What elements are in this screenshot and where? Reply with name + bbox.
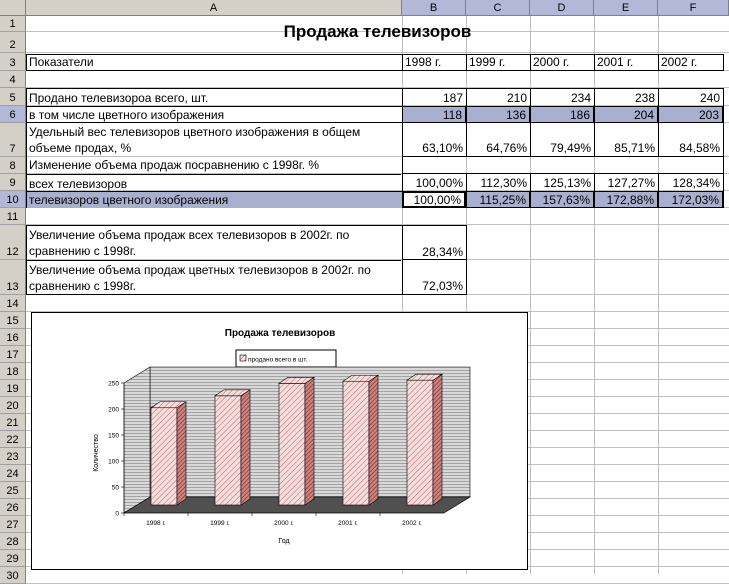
- cell-c6[interactable]: 136: [466, 106, 530, 123]
- cell-b10-active[interactable]: 100,00%: [402, 191, 466, 208]
- header-year-2002[interactable]: 2002 г.: [658, 54, 724, 71]
- row-header-1[interactable]: 1: [0, 16, 26, 32]
- row-header-20[interactable]: 20: [0, 397, 26, 414]
- row-header-27[interactable]: 27: [0, 516, 26, 533]
- bar-front: [343, 381, 369, 505]
- cell-e10[interactable]: 172,88%: [594, 191, 658, 208]
- cell-c9[interactable]: 112,30%: [466, 174, 530, 191]
- column-header-c[interactable]: C: [466, 0, 530, 16]
- bar-front: [215, 396, 241, 505]
- row-header-8[interactable]: 8: [0, 157, 26, 174]
- row-header-10[interactable]: 10: [0, 191, 26, 208]
- chart-side-wall: [124, 367, 150, 513]
- row-header-3[interactable]: 3: [0, 53, 26, 71]
- y-axis-label: Количество: [93, 434, 100, 472]
- cell-f5[interactable]: 240: [658, 89, 723, 106]
- cell-f9[interactable]: 128,34%: [658, 174, 723, 191]
- embedded-chart[interactable]: [31, 312, 528, 570]
- chart-svg: [32, 313, 527, 569]
- cell-d7[interactable]: 79,49%: [530, 123, 594, 157]
- x-tick-label: 2000 г.: [274, 520, 294, 527]
- bar-side: [433, 374, 442, 505]
- row-header-18[interactable]: 18: [0, 363, 26, 380]
- cell-b13[interactable]: 72,03%: [402, 260, 466, 294]
- y-tick-label: 0: [115, 510, 119, 518]
- bar-front: [151, 408, 177, 505]
- bar-side: [305, 377, 314, 505]
- row-header-7[interactable]: 7: [0, 123, 26, 157]
- row-header-29[interactable]: 29: [0, 550, 26, 567]
- row-header-24[interactable]: 24: [0, 465, 26, 482]
- cell-b5[interactable]: 187: [402, 89, 466, 106]
- column-header-d[interactable]: D: [530, 0, 594, 16]
- row8-empty-cells[interactable]: [402, 157, 724, 174]
- legend-swatch: [240, 355, 246, 361]
- bar-side: [177, 402, 186, 505]
- row-header-22[interactable]: 22: [0, 431, 26, 448]
- cell-f10[interactable]: 172,03%: [658, 191, 723, 208]
- y-tick-label: 50: [111, 484, 119, 492]
- row-header-14[interactable]: 14: [0, 295, 26, 312]
- header-year-1999[interactable]: 1999 г.: [466, 54, 531, 71]
- cell-e6[interactable]: 204: [594, 106, 658, 123]
- row-header-23[interactable]: 23: [0, 448, 26, 465]
- y-tick-label: 150: [108, 432, 119, 440]
- summary-label-all[interactable]: Увеличение объема продаж всех телевизоров в 2002г. по сравнению с 1998г.: [29, 228, 350, 258]
- cell-d6[interactable]: 186: [530, 106, 594, 123]
- row-label-sold-total[interactable]: Продано телевизороа всего, шт.: [29, 91, 209, 105]
- row-label-all-tv[interactable]: всех телевизоров: [27, 174, 401, 191]
- column-header-f[interactable]: F: [658, 0, 729, 16]
- chart-legend[interactable]: [236, 350, 336, 367]
- header-indicators[interactable]: Показатели: [26, 54, 403, 71]
- cell-e9[interactable]: 127,27%: [594, 174, 658, 191]
- x-tick-label: 2001 г.: [338, 520, 358, 527]
- column-header-e[interactable]: E: [594, 0, 658, 16]
- row-header-9[interactable]: 9: [0, 174, 26, 191]
- y-tick-label: 200: [108, 406, 119, 414]
- cell-d5[interactable]: 234: [530, 89, 594, 106]
- column-header-b[interactable]: B: [402, 0, 466, 16]
- chart-title: Продажа телевизоров: [224, 328, 336, 339]
- x-axis-label: Год: [278, 538, 290, 545]
- header-year-2000[interactable]: 2000 г.: [530, 54, 595, 71]
- row-header-17[interactable]: 17: [0, 346, 26, 363]
- row-header-11[interactable]: 11: [0, 208, 26, 225]
- row-header-2[interactable]: 2: [0, 32, 26, 53]
- header-year-2001[interactable]: 2001 г.: [594, 54, 659, 71]
- x-tick-label: 1998 г.: [146, 520, 166, 527]
- row-label-color-tv[interactable]: телевизоров цветного изображения: [27, 191, 402, 208]
- bar-front: [407, 380, 433, 505]
- summary-label-color[interactable]: Увеличение объема продаж цветных телевизоров в 2002г. по сравнению с 1998г.: [27, 260, 401, 294]
- cell-e7[interactable]: 85,71%: [594, 123, 658, 157]
- row-header-26[interactable]: 26: [0, 499, 26, 516]
- row-label-color-share[interactable]: Удельный вес телевизоров цветного изображения в общем объеме продах, %: [29, 125, 361, 155]
- row-header-15[interactable]: 15: [0, 312, 26, 329]
- sheet-title[interactable]: Продажа телевизоров: [283, 22, 472, 41]
- cell-f6[interactable]: 203: [658, 106, 723, 123]
- bar-side: [241, 390, 250, 505]
- row-header-19[interactable]: 19: [0, 380, 26, 397]
- cell-d9[interactable]: 125,13%: [530, 174, 594, 191]
- row-header-28[interactable]: 28: [0, 533, 26, 550]
- row-header-16[interactable]: 16: [0, 329, 26, 346]
- x-tick-label: 2002 г.: [402, 520, 422, 527]
- row-header-13[interactable]: 13: [0, 260, 26, 295]
- cell-d10[interactable]: 157,63%: [530, 191, 594, 208]
- cell-b12[interactable]: 28,34%: [402, 226, 466, 260]
- bar-front: [279, 383, 305, 505]
- select-all-corner[interactable]: [0, 0, 26, 16]
- row-header-4[interactable]: 4: [0, 71, 26, 88]
- row-header-12[interactable]: 12: [0, 225, 26, 260]
- y-tick-label: 100: [108, 458, 119, 466]
- row-label-change-header[interactable]: Изменение объема продаж посравнению с 1998г. %: [29, 158, 320, 172]
- row-header-30[interactable]: 30: [0, 567, 26, 584]
- row-header-6[interactable]: 6: [0, 106, 26, 123]
- bar-side: [369, 375, 378, 505]
- cell-b6[interactable]: 118: [402, 106, 466, 123]
- cell-f7[interactable]: 84,58%: [658, 123, 723, 157]
- cell-c7[interactable]: 64,76%: [466, 123, 530, 157]
- x-tick-label: 1999 г.: [210, 520, 230, 527]
- row-label-color-sold[interactable]: в том числе цветного изображения: [27, 106, 402, 123]
- cell-c5[interactable]: 210: [466, 89, 530, 106]
- legend-label: продано всего в шт.: [248, 356, 308, 364]
- cell-b9[interactable]: 100,00%: [402, 174, 466, 191]
- cell-b7[interactable]: 63,10%: [402, 123, 466, 157]
- row-header-21[interactable]: 21: [0, 414, 26, 431]
- column-header-a[interactable]: A: [26, 0, 402, 16]
- header-year-1998[interactable]: 1998 г.: [402, 54, 467, 71]
- row-header-5[interactable]: 5: [0, 88, 26, 106]
- cell-e5[interactable]: 238: [594, 89, 658, 106]
- grid-row-line: [26, 52, 729, 53]
- cell-c10[interactable]: 115,25%: [466, 191, 530, 208]
- row-header-25[interactable]: 25: [0, 482, 26, 499]
- y-tick-label: 250: [108, 380, 119, 388]
